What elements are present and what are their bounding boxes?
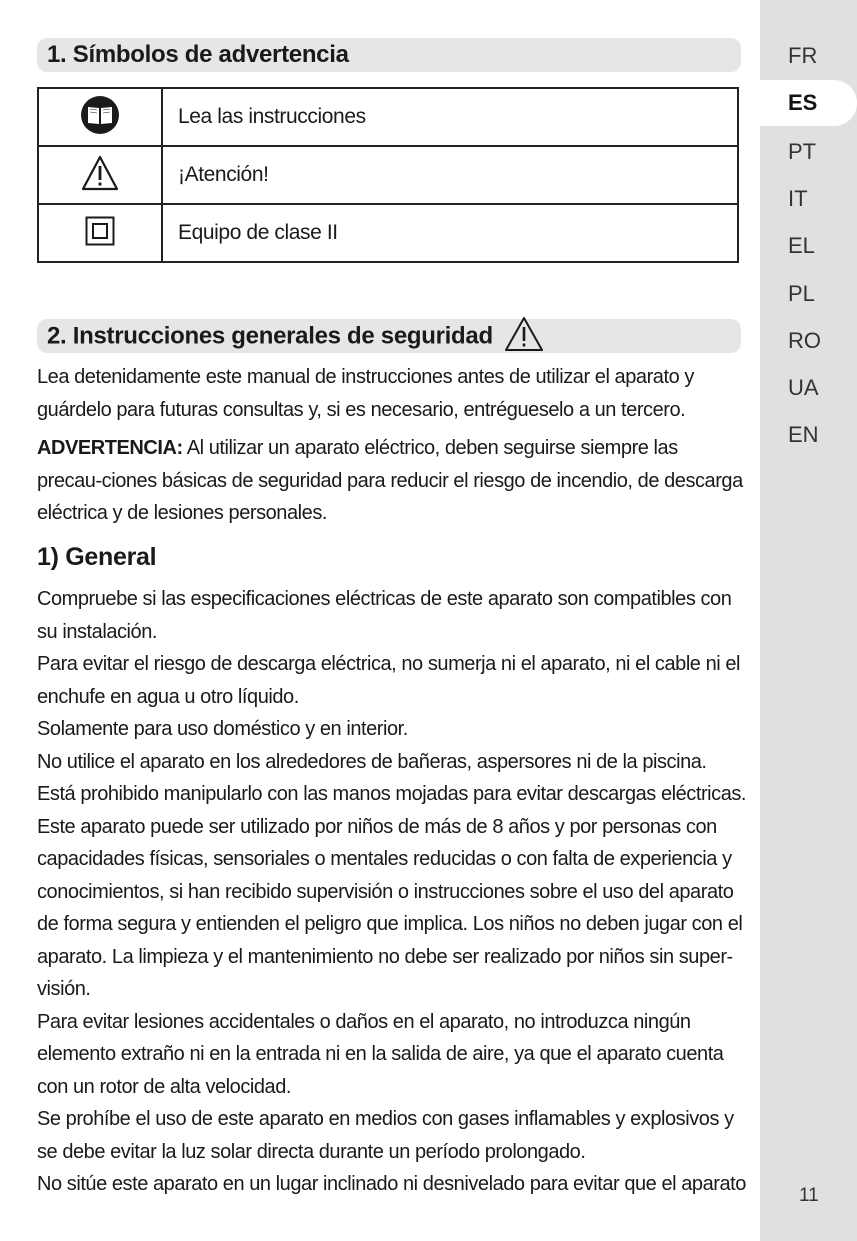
list-item: Para evitar el riesgo de descarga eléctrica, no sumerja ni el aparato, ni el cable ni el enchufe en agua u otro líquido.	[37, 653, 741, 708]
general-heading: 1) General	[37, 543, 157, 571]
intro-paragraph: Lea detenidamente este manual de instrucciones antes de utilizar el aparato y guárdelo para futuras consultas y, si es necesario, entrégueselo a un tercero.	[37, 366, 694, 421]
list-item: Este aparato puede ser utilizado por niños de más de 8 años y por personas con capacidades físicas, sensoriales o mentales reducidas o con falta de experiencia y conocimientos, si han recibido supervisión o instrucciones sobre el uso del aparato de forma segura y entienden el peligro que implica. Los niños no deben jugar con el aparato. La limpieza y el mantenimiento no debe ser realizado por niños sin super-visión.	[37, 815, 743, 1000]
general-body	[37, 583, 747, 1201]
section-1-heading: 1. Símbolos de advertencia	[37, 38, 741, 72]
lang-tab-en[interactable]: EN	[788, 422, 819, 447]
class-ii-icon	[85, 216, 115, 246]
lang-tab-fr[interactable]: FR	[788, 43, 818, 68]
book-icon	[80, 95, 120, 135]
symbols-table	[37, 87, 739, 263]
list-item: Compruebe si las especificaciones eléctricas de este aparato son compatibles con su instalación.	[37, 588, 732, 643]
table-row	[38, 146, 738, 204]
section-2-heading: 2. Instrucciones generales de seguridad	[37, 319, 741, 353]
symbol-label: Lea las instrucciones	[162, 88, 738, 146]
lang-tab-it[interactable]: IT	[788, 186, 808, 211]
lang-tab-pt[interactable]: PT	[788, 139, 817, 164]
list-item: No sitúe este aparato en un lugar inclinado ni desnivelado para evitar que el aparato	[37, 1173, 746, 1195]
symbol-label: Equipo de clase II	[162, 204, 738, 262]
warning-paragraph	[37, 432, 747, 530]
language-sidebar	[760, 0, 857, 1241]
page-number: 11	[799, 1185, 819, 1206]
list-item: Para evitar lesiones accidentales o daños en el aparato, no introduzca ningún elemento extraño ni en la entrada ni en la salida de aire, ya que el aparato cuenta con un rotor de alta velocidad.	[37, 1010, 724, 1098]
lang-tab-es[interactable]: ES	[760, 80, 857, 126]
list-item: No utilice el aparato en los alrededores de bañeras, aspersores ni de la piscina.	[37, 750, 707, 773]
list-item: Solamente para uso doméstico y en interior.	[37, 718, 408, 740]
symbol-cell	[38, 204, 162, 262]
symbol-cell	[38, 146, 162, 204]
symbol-label: ¡Atención!	[162, 146, 738, 204]
list-item: Está prohibido manipularlo con las manos mojadas para evitar descargas eléctricas.	[37, 783, 747, 805]
warning-triangle-icon	[503, 316, 545, 352]
symbol-cell	[38, 88, 162, 146]
warning-text: Al utilizar un aparato eléctrico, deben seguirse siempre las precau-ciones básicas de seguridad para reducir el riesgo de incendio, de descarga eléctrica y de lesiones personales.	[37, 437, 743, 524]
warning-triangle-icon	[80, 154, 120, 192]
lang-tab-ua[interactable]: UA	[788, 375, 819, 400]
table-row	[38, 204, 738, 262]
lang-tab-pl[interactable]: PL	[788, 281, 815, 306]
lang-tab-ro[interactable]: RO	[788, 328, 821, 353]
warning-label: ADVERTENCIA:	[37, 437, 183, 459]
lang-tab-el[interactable]: EL	[788, 233, 815, 258]
list-item: Se prohíbe el uso de este aparato en medios con gases inflamables y explosivos y se debe evitar la luz solar directa durante un período prolongado.	[37, 1108, 734, 1163]
table-row	[38, 88, 738, 146]
